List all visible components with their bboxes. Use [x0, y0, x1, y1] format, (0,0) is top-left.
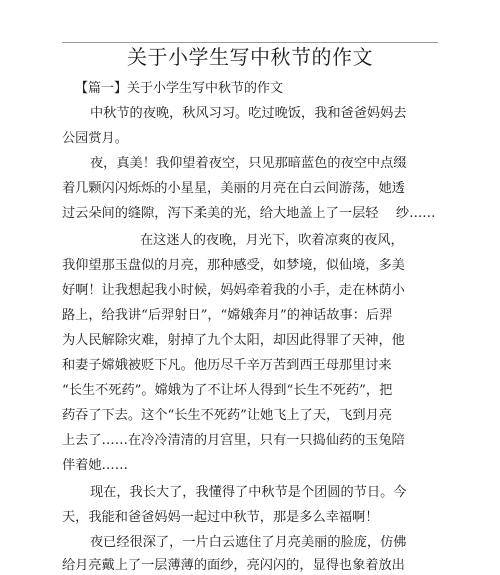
- body-line: 现在，我长大了，我懂得了中秋节是个团圆的节日。今: [90, 485, 407, 500]
- body-line: 天，我能和爸爸妈妈一起过中秋节，那是多么幸福啊！: [62, 510, 379, 525]
- body-line: 给月亮戴上了一层薄薄的面纱，亮闪闪的，显得也象着放出: [62, 558, 405, 573]
- body-line: “长生不死药”。嫦娥为了不让坏人得到“长生不死药”，把: [62, 383, 393, 398]
- body-line: 公园赏月。: [62, 131, 128, 146]
- body-line: 药吞了下去。这个“长生不死药”让她飞上了天，飞到月亮: [62, 408, 392, 423]
- header-rule: [62, 42, 438, 43]
- body-line: 夜，真美！我仰望着夜空，只见那暗蓝色的夜空中点缀: [90, 156, 407, 171]
- body-line: 上去了……在冷冷清清的月宫里，只有一只捣仙药的玉兔陪: [62, 433, 405, 448]
- document-title: 关于小学生写中秋节的作文: [127, 45, 373, 69]
- body-line: 好啊！让我想起我小时候，妈妈牵着我的小手，走在林荫小: [62, 283, 405, 298]
- body-line: 为人民解除灾难，射掉了九个太阳，却因此得罪了天神，他: [62, 333, 405, 348]
- section-heading: 【篇一】关于小学生写中秋节的作文: [75, 81, 284, 96]
- body-line: 过云朵间的缝隙，泻下柔美的光，给大地盖上了一层轻 纱……: [62, 206, 436, 221]
- body-line: 中秋节的夜晚，秋风习习。吃过晚饭，我和爸爸妈妈去: [90, 106, 407, 121]
- body-line: 在这迷人的夜晚，月光下，吹着凉爽的夜风，: [140, 233, 404, 248]
- body-line: 着几颗闪闪烁烁的小星星，美丽的月亮在白云间游荡，她透: [62, 181, 405, 196]
- body-line: 我仰望那玉盘似的月亮，那种感受，如梦境，似仙境，多美: [62, 258, 405, 273]
- body-line: 夜已经很深了，一片白云遮住了月亮美丽的脸庞，仿佛: [90, 535, 407, 550]
- body-line: 和妻子嫦娥被贬下凡。他历尽千辛万苦到西王母那里讨来: [62, 358, 392, 373]
- body-line: 伴着她……: [62, 458, 128, 473]
- body-line: 路上，给我讲“后羿射日”，“嫦娥奔月”的神话故事：后羿: [62, 308, 393, 323]
